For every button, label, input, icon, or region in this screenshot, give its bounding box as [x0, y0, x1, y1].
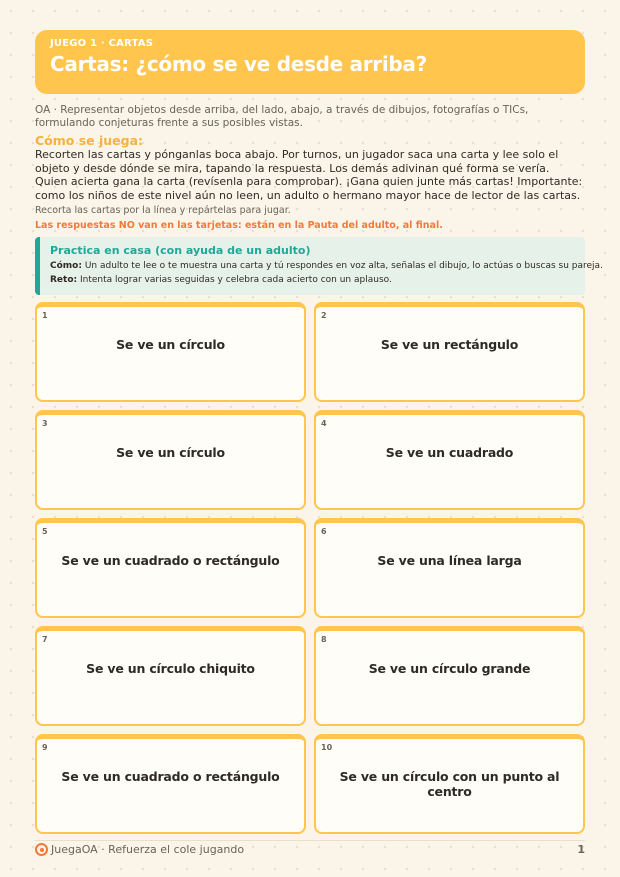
card-text: Se ve un círculo con un punto al centro — [339, 769, 560, 799]
cut-instructions: Recorta las cartas por la línea y repártelas para jugar. — [35, 205, 291, 216]
game-card — [314, 518, 585, 618]
practice-challenge-text: Intenta lograr varias seguidas y celebra cada acierto con un aplauso. — [80, 275, 392, 285]
card-number: 1 — [42, 311, 48, 320]
practice-title: Practica en casa (con ayuda de un adulto) — [50, 244, 311, 257]
target-icon — [35, 843, 48, 856]
game-card — [314, 626, 585, 726]
game-card — [35, 734, 306, 834]
game-card — [35, 626, 306, 726]
footer-brand: JuegaOA · Refuerza el cole jugando — [51, 843, 245, 856]
card-grid — [35, 302, 585, 834]
game-card — [314, 410, 585, 510]
card-text: Se ve un círculo — [116, 337, 225, 352]
game-card — [314, 302, 585, 402]
practice-how-label: Cómo: — [50, 261, 82, 271]
card-number: 4 — [321, 419, 327, 428]
practice-challenge-line — [50, 275, 575, 285]
card-text: Se ve un círculo chiquito — [86, 661, 255, 676]
game-card — [35, 518, 306, 618]
card-text: Se ve un cuadrado o rectángulo — [61, 769, 280, 784]
footer-divider — [35, 840, 585, 841]
how-to-play-heading: Cómo se juega: — [35, 133, 144, 148]
card-number: 10 — [321, 743, 333, 752]
game-card — [35, 410, 306, 510]
page-footer — [35, 843, 585, 857]
card-text: Se ve un círculo grande — [368, 661, 531, 676]
card-number: 8 — [321, 635, 327, 644]
card-number: 7 — [42, 635, 48, 644]
card-number: 3 — [42, 419, 48, 428]
card-text: Se ve una línea larga — [377, 553, 522, 568]
card-number: 5 — [42, 527, 48, 536]
practice-box — [35, 237, 603, 295]
practice-how-text: Un adulto te lee o te muestra una carta y tú respondes en voz alta, señalas el dibujo, lo actúas o buscas su pareja. — [84, 261, 603, 271]
card-text: Se ve un rectángulo — [380, 337, 519, 352]
card-number: 6 — [321, 527, 327, 536]
card-text: Se ve un círculo — [116, 445, 225, 460]
practice-challenge-label: Reto: — [50, 275, 78, 285]
card-text: Se ve un cuadrado o rectángulo — [61, 553, 280, 568]
page-title: Cartas: ¿cómo se ve desde arriba? — [50, 52, 427, 76]
card-number: 9 — [42, 743, 48, 752]
game-card — [314, 734, 585, 834]
game-card — [35, 302, 306, 402]
page-header — [35, 30, 585, 94]
card-number: 2 — [321, 311, 327, 320]
page-number: 1 — [577, 843, 585, 856]
learning-objective: OA · Representar objetos desde arriba, del lado, abajo, a través de dibujos, fotografías o TICs, formulando conjeturas frente a sus posibles vistas. — [35, 104, 529, 129]
practice-how-line — [50, 261, 603, 271]
how-to-play-text: Recorten las cartas y pónganlas boca abajo. Por turnos, un jugador saca una carta y lee solo el objeto y desde dónde se mira, tapando la respuesta. Los demás adivinan qué forma se vería. Quien acierta gana la carta (revísenla para comprobar). ¡Gana quien junte más cartas! Importante: como los niños de este nivel aún no leen, un adulto o hermano mayor hace de lector de las cartas. — [35, 148, 583, 202]
answers-warning: Las respuestas NO van en las tarjetas: están en la Pauta del adulto, al final. — [35, 220, 443, 231]
game-kicker: JUEGO 1 · CARTAS — [50, 38, 154, 49]
card-text: Se ve un cuadrado — [385, 445, 514, 460]
